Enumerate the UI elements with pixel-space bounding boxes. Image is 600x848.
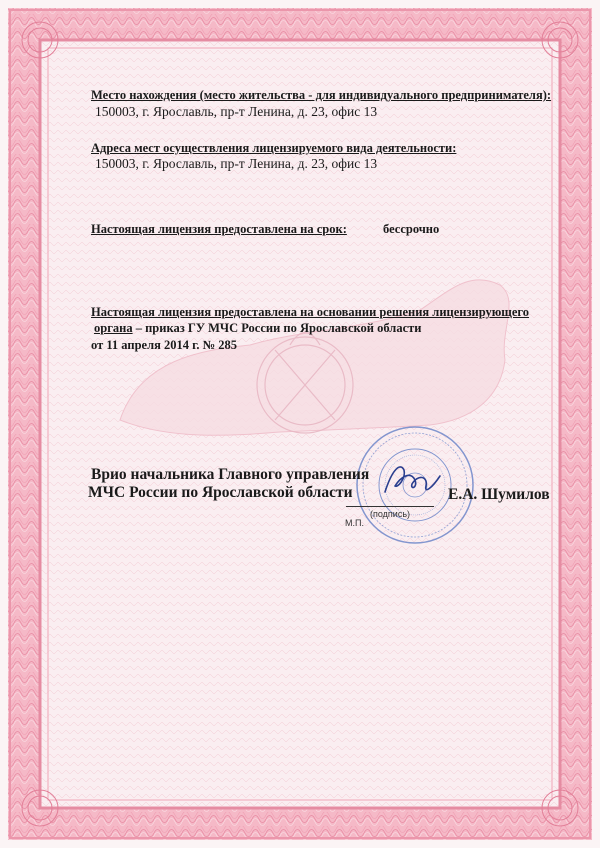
address-value: 150003, г. Ярославль, пр-т Ленина, д. 23, офис 13 [95, 104, 378, 119]
basis-label: Настоящая лицензия предоставлена на основании решения лицензирующего [91, 305, 530, 319]
basis-order-text: – приказ ГУ МЧС России по Ярославской области [132, 321, 422, 335]
signer-position-line-2: МЧС России по Ярославской области [88, 484, 353, 501]
term-label: Настоящая лицензия предоставлена на срок: [91, 222, 347, 236]
signature-caption: (подпись) [370, 509, 411, 519]
signature-line [346, 506, 434, 507]
activity-address-value: 150003, г. Ярославль, пр-т Ленина, д. 23, офис 13 [95, 156, 378, 171]
signer-name: Е.А. Шумилов [448, 486, 550, 503]
signer-position-line-1: Врио начальника Главного управления [91, 466, 370, 483]
basis-line-2 [94, 321, 421, 336]
basis-date-number: от 11 апреля 2014 г. № 285 [91, 338, 238, 352]
term-value: бессрочно [383, 222, 440, 236]
activity-address-label: Адреса мест осуществления лицензируемого вида деятельности: [91, 141, 457, 155]
stamp-place-label: М.П. [345, 518, 364, 528]
address-label: Место нахождения (место жительства - для индивидуального предпринимателя): [91, 88, 552, 102]
basis-organ-word: органа [94, 321, 133, 335]
